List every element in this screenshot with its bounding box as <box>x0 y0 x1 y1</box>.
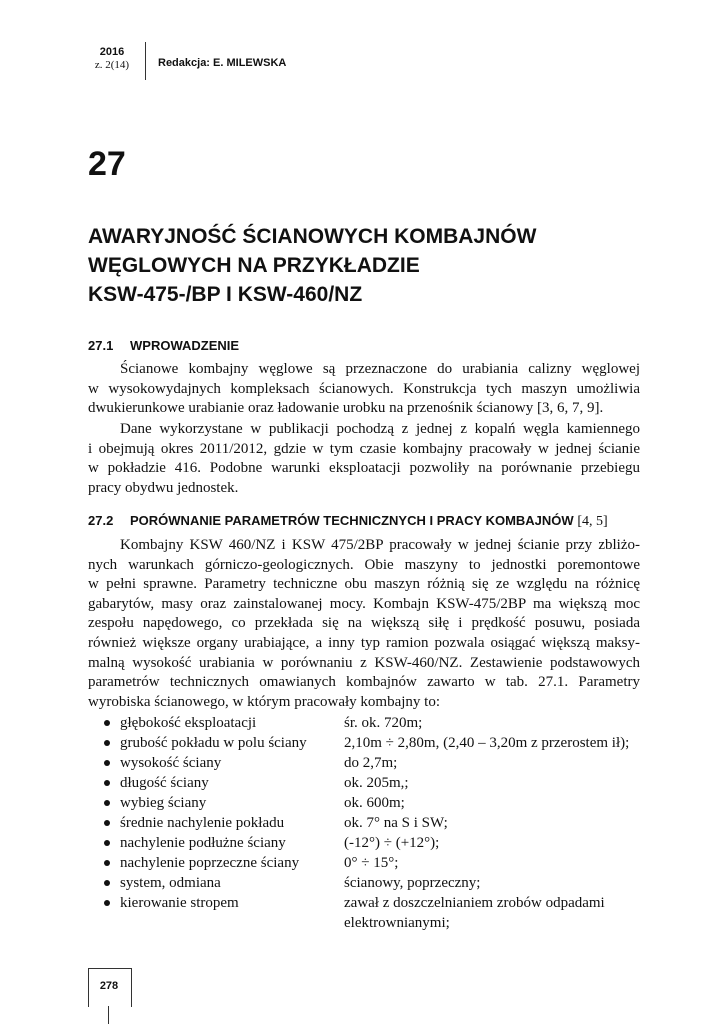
page-number-line <box>108 1006 109 1024</box>
header-issue-block <box>80 46 144 72</box>
parameter-value: zawał z doszczelnianiem zrobów odpadami elektrownianymi; <box>344 895 605 931</box>
parameter-name: głębokość eksploatacji <box>120 715 257 731</box>
parameter-value: (-12°) ÷ (+12°); <box>344 835 440 851</box>
bullet-icon <box>104 900 110 906</box>
text-line: wyrobiska ścianowego, w którym pracowały kombajny to: <box>88 693 441 710</box>
list-item <box>88 813 648 833</box>
chapter-title <box>88 222 648 309</box>
parameter-name: nachylenie poprzeczne ściany <box>120 855 300 871</box>
header-divider <box>145 42 146 80</box>
parameter-name: średnie nachylenie pokładu <box>120 815 285 831</box>
bullet-icon <box>104 780 110 786</box>
text-line: w wysokowydajnych kompleksach ścianowych. Konstrukcja tych maszyn umożliwia <box>88 380 640 397</box>
parameter-name: kierowanie stropem <box>120 895 239 911</box>
parameter-name: system, odmiana <box>120 875 221 891</box>
header-editor: Redakcja: E. MILEWSKA <box>158 57 287 69</box>
bullet-icon <box>104 720 110 726</box>
text-line: gabarytów, masy oraz zainstalowanej mocy. Kombajn KSW-475/2BP ma większą moc <box>88 595 640 612</box>
text-line: również większe organy urabiające, a inny typ ramion pozwala osiągać większą maksy- <box>88 634 640 651</box>
bullet-icon <box>104 840 110 846</box>
text-line: i obejmują okres 2011/2012, gdzie w tym czasie kombajny pracowały w jednej ścianie <box>88 440 640 457</box>
text-line: w pełni sprawne. Parametry techniczne obu maszyn różnią się ze względu na różnicę <box>88 576 640 593</box>
parameter-value: 2,10m ÷ 2,80m, (2,40 – 3,20m z przerostem ił); <box>344 735 630 751</box>
bullet-icon <box>104 880 110 886</box>
section-heading-comparison <box>88 513 608 530</box>
text-line: parametrów technicznych omawianych kombajnów zawarto w tab. 27.1. Parametry <box>88 674 640 691</box>
text-line: dwukierunkowe urabianie oraz ładowanie urobku na przenośnik ścianowy [3, 6, 7, 9]. <box>88 400 604 417</box>
text-line: Ścianowe kombajny węglowe są przeznaczone do urabiania calizny węglowej <box>120 361 640 377</box>
page-number: 278 <box>99 980 119 992</box>
section-number: 27.2 <box>88 513 114 528</box>
list-item <box>88 853 648 873</box>
bullet-icon <box>104 860 110 866</box>
section-reference: [4, 5] <box>577 514 608 529</box>
list-item <box>88 793 648 813</box>
chapter-number: 27 <box>88 145 126 183</box>
parameter-list <box>88 713 648 933</box>
text-line: zespołu napędowego, co przekłada się na większą siłę i prędkość posuwu, posiada <box>88 615 640 632</box>
parameter-value: śr. ok. 720m; <box>344 715 423 731</box>
bullet-icon <box>104 800 110 806</box>
parameter-name: nachylenie podłużne ściany <box>120 835 286 851</box>
parameter-name: wysokość ściany <box>120 755 222 771</box>
text-line: w pokładzie 416. Podobne warunki eksploatacji pozwoliły na porównanie przebiegu <box>88 460 640 477</box>
bullet-icon <box>104 820 110 826</box>
chapter-title-line: AWARYJNOŚĆ ŚCIANOWYCH KOMBAJNÓW <box>88 225 537 248</box>
list-item <box>88 733 648 753</box>
parameter-name: grubość pokładu w polu ściany <box>120 735 307 751</box>
text-line: nych warunkach górniczo-geologicznych. Obie maszyny to jednostki poremontowe <box>88 556 640 573</box>
section-heading-introduction <box>88 338 239 353</box>
parameter-value: ok. 7° na S i SW; <box>344 815 448 831</box>
parameter-value: ok. 205m,; <box>344 775 409 791</box>
text-line: Kombajny KSW 460/NZ i KSW 475/2BP pracowały w jednej ścianie przy zbliżo- <box>120 537 640 553</box>
text-line: malną wysokość urabiania w porównaniu z KSW-460/NZ. Zestawienie podstawowych <box>88 654 640 671</box>
parameter-name: wybieg ściany <box>120 795 207 811</box>
section-title: WPROWADZENIE <box>130 338 240 353</box>
chapter-title-line: WĘGLOWYCH NA PRZYKŁADZIE <box>88 254 420 277</box>
paragraph-intro-2 <box>88 420 640 498</box>
text-line: Dane wykorzystane w publikacji pochodzą z jednej z kopalń węgla kamiennego <box>120 421 640 437</box>
paragraph-comparison <box>88 536 640 712</box>
list-item <box>88 873 648 893</box>
header-year: 2016 <box>99 46 125 58</box>
parameter-value: do 2,7m; <box>344 755 398 771</box>
text-line: pracy obydwu jednostek. <box>88 479 239 496</box>
parameter-name: długość ściany <box>120 775 209 791</box>
parameter-value: ścianowy, poprzeczny; <box>344 875 481 891</box>
section-number: 27.1 <box>88 338 114 353</box>
parameter-value: ok. 600m; <box>344 795 405 811</box>
paragraph-intro-1 <box>88 360 640 419</box>
bullet-icon <box>104 760 110 766</box>
bullet-icon <box>104 740 110 746</box>
list-item <box>88 893 648 933</box>
list-item <box>88 773 648 793</box>
list-item <box>88 753 648 773</box>
parameter-value: 0° ÷ 15°; <box>344 855 399 871</box>
list-item <box>88 833 648 853</box>
list-item <box>88 713 648 733</box>
chapter-title-line: KSW-475-/BP I KSW-460/NZ <box>88 283 363 306</box>
header-issue: z. 2(14) <box>94 59 130 71</box>
section-title: PORÓWNANIE PARAMETRÓW TECHNICZNYCH I PRACY KOMBAJNÓW <box>130 513 574 528</box>
